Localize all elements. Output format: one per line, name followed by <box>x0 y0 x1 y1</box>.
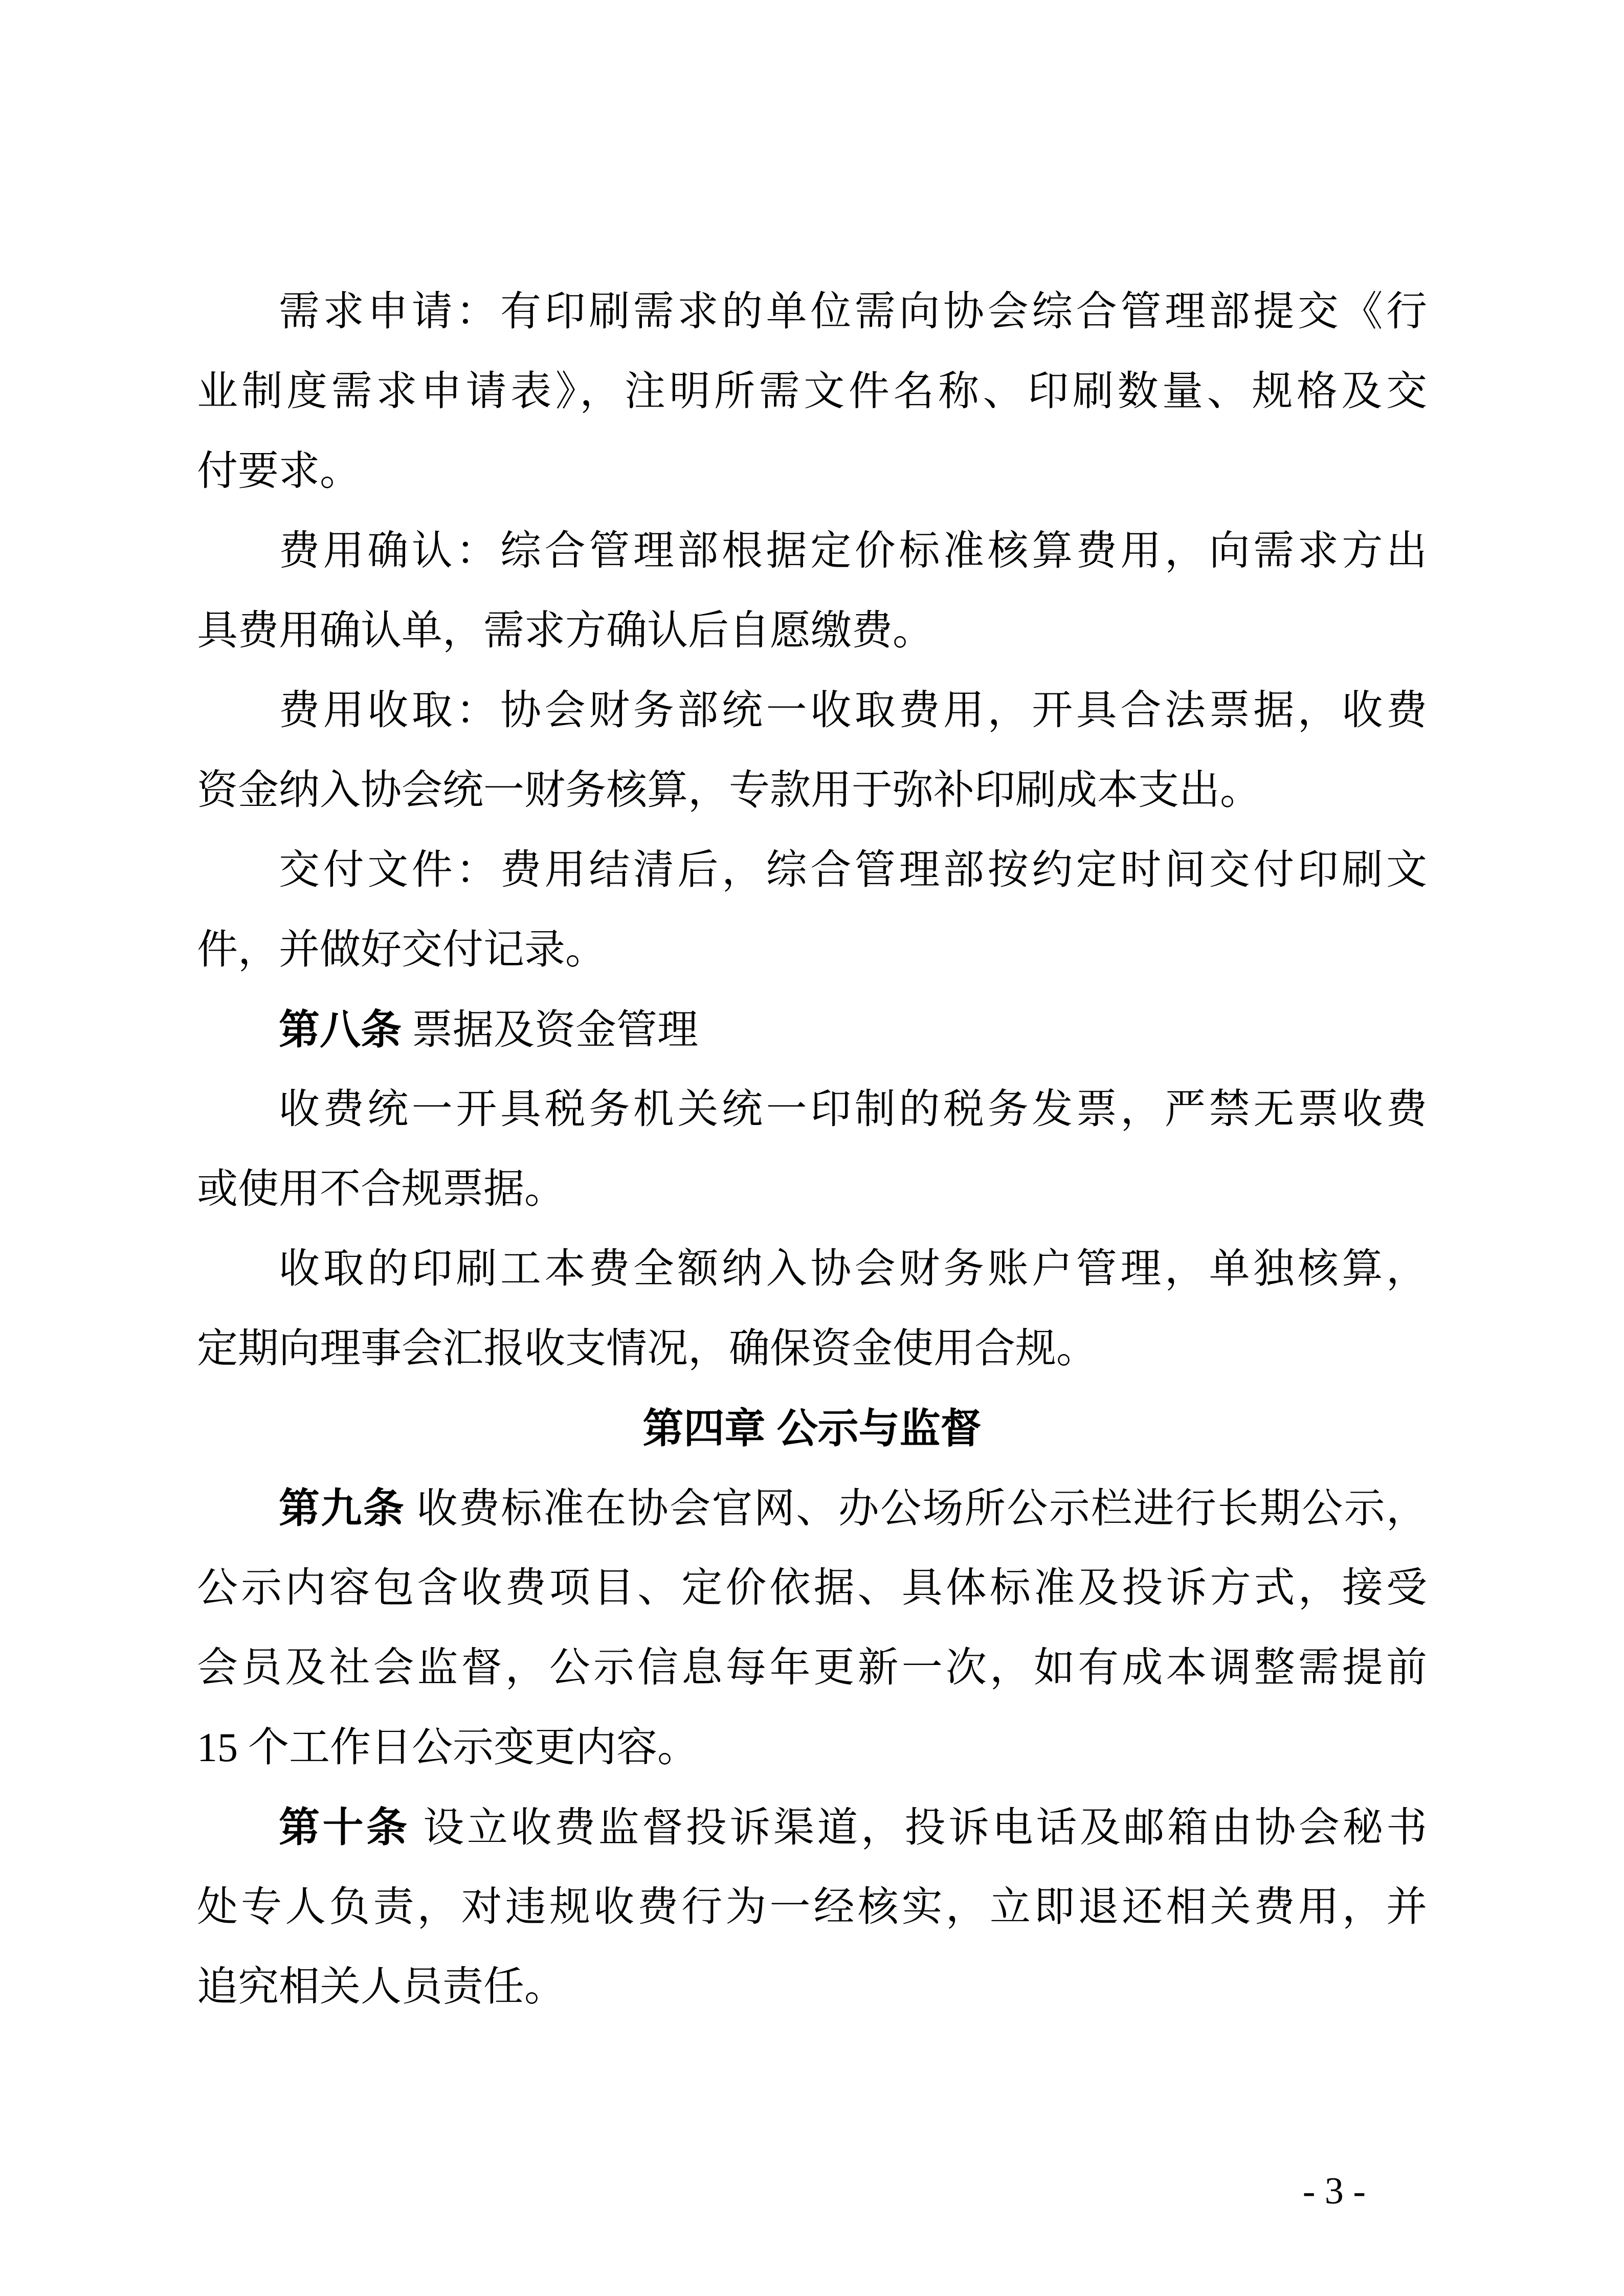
text-line-16 <box>197 1469 1427 1548</box>
text-segment: 件，并做好交付记录。 <box>197 928 606 973</box>
text-line-11 <box>197 1070 1427 1150</box>
text-segment: 交付文件：费用结清后，综合管理部按约定时间交付印刷文 <box>279 848 1427 893</box>
text-line-15 <box>197 1389 1427 1469</box>
text-line-2 <box>197 352 1427 432</box>
text-segment: 处专人负责，对违规收费行为一经核实，立即退还相关费用，并 <box>197 1885 1427 1930</box>
text-line-12 <box>197 1150 1427 1229</box>
text-line-22 <box>197 1947 1427 2027</box>
text-segment: 费用确认：综合管理部根据定价标准核算费用，向需求方出 <box>279 529 1427 574</box>
text-segment: 15 个工作日公示变更内容。 <box>197 1725 698 1770</box>
page-number <box>1303 2168 1366 2214</box>
text-line-10 <box>197 990 1427 1070</box>
text-line-21 <box>197 1867 1427 1947</box>
text-segment: 定期向理事会汇报收支情况，确保资金使用合规。 <box>197 1326 1097 1371</box>
text-line-1 <box>197 272 1427 352</box>
text-segment: 需求申请：有印刷需求的单位需向协会综合管理部提交《行 <box>279 289 1427 334</box>
text-line-6 <box>197 671 1427 751</box>
text-segment: 具费用确认单，需求方确认后自愿缴费。 <box>197 609 933 654</box>
text-segment: 公示内容包含收费项目、定价依据、具体标准及投诉方式，接受 <box>197 1566 1427 1611</box>
text-segment: 收费统一开具税务机关统一印制的税务发票，严禁无票收费 <box>279 1087 1427 1132</box>
text-segment: 会员及社会监督，公示信息每年更新一次，如有成本调整需提前 <box>197 1646 1427 1691</box>
text-line-14 <box>197 1309 1427 1389</box>
text-segment: 设立收费监督投诉渠道，投诉电话及邮箱由协会秘书 <box>410 1806 1428 1851</box>
bold-text-segment: 第九条 <box>279 1485 406 1531</box>
text-segment: 费用收取：协会财务部统一收取费用，开具合法票据，收费 <box>279 688 1427 733</box>
text-line-17 <box>197 1548 1427 1628</box>
text-line-3 <box>197 432 1427 511</box>
document-body <box>197 272 1427 2027</box>
text-line-5 <box>197 591 1427 671</box>
text-segment: 业制度需求申请表》，注明所需文件名称、印刷数量、规格及交 <box>197 369 1427 414</box>
text-line-7 <box>197 751 1427 830</box>
text-segment: 追究相关人员责任。 <box>197 1965 565 2010</box>
text-segment: 资金纳入协会统一财务核算，专款用于弥补印刷成本支出。 <box>197 768 1261 813</box>
bold-text-segment: 第八条 <box>279 1007 402 1052</box>
text-line-20 <box>197 1788 1427 1867</box>
text-segment: 付要求。 <box>197 449 361 494</box>
text-line-13 <box>197 1229 1427 1309</box>
text-line-9 <box>197 910 1427 990</box>
text-segment: 或使用不合规票据。 <box>197 1167 565 1212</box>
page-number-text: - 3 - <box>1302 2170 1366 2212</box>
text-segment: 票据及资金管理 <box>402 1008 698 1053</box>
text-segment: 收取的印刷工本费全额纳入协会财务账户管理，单独核算， <box>279 1247 1427 1292</box>
text-segment: 收费标准在协会官网、办公场所公示栏进行长期公示， <box>405 1487 1428 1532</box>
text-line-19 <box>197 1708 1427 1788</box>
text-line-4 <box>197 511 1427 591</box>
bold-text-segment: 第四章 公示与监督 <box>642 1406 982 1451</box>
bold-text-segment: 第十条 <box>279 1805 410 1850</box>
text-line-8 <box>197 830 1427 910</box>
text-line-18 <box>197 1628 1427 1708</box>
